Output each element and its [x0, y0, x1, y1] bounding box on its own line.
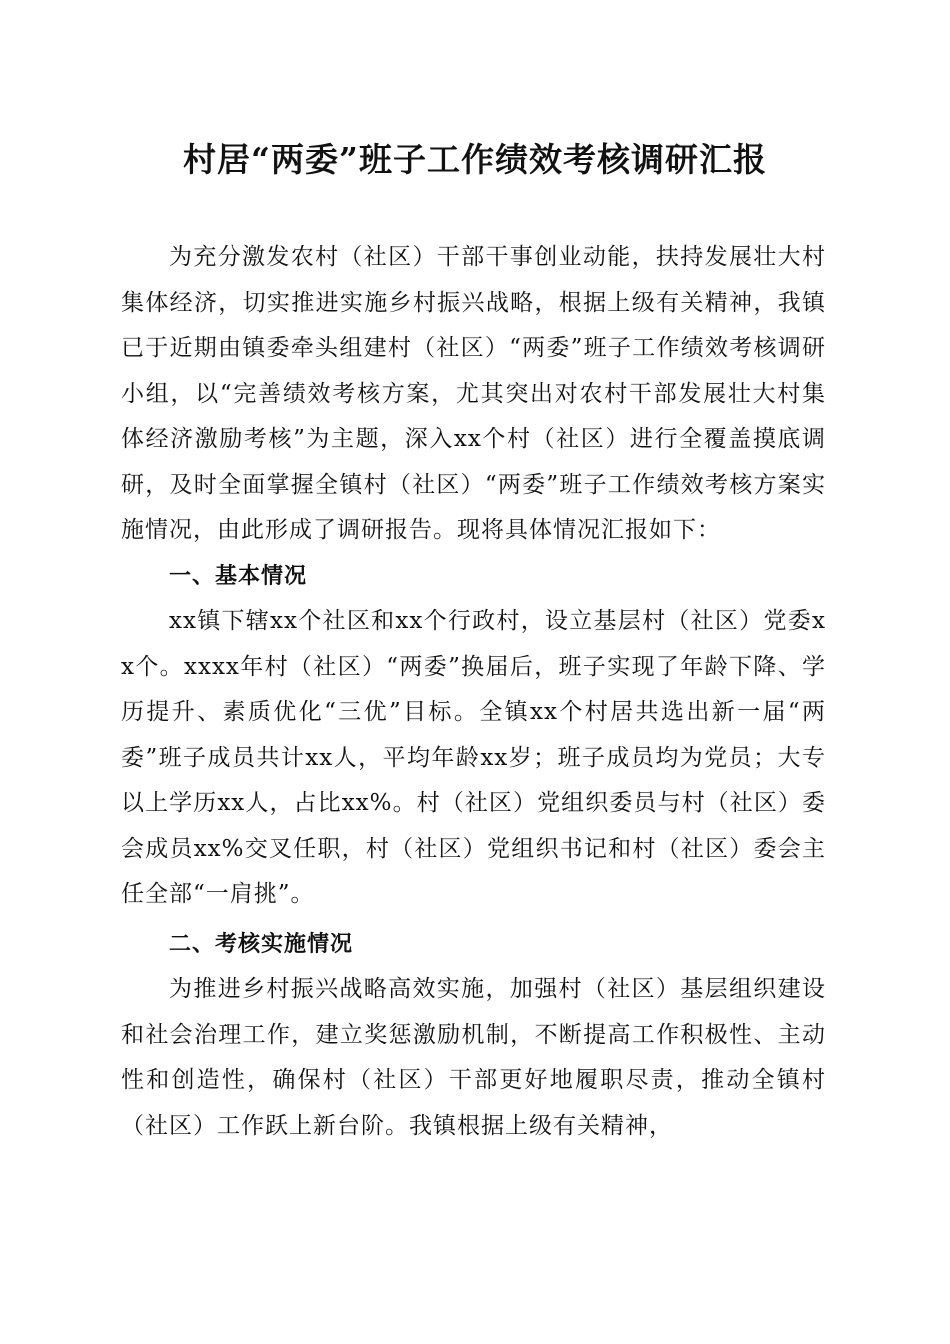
- section-paragraph-basic-situation: xx镇下辖xx个社区和xx个行政村，设立基层村（社区）党委xx个。xxxx年村（社区）“两委”换届后，班子实现了年龄下降、学历提升、素质优化“三优”目标。全镇xx个村居共选出新一届“两委”班子成员共计xx人，平均年龄xx岁；班子成员均为党员；大专以上学历xx人，占比xx%。村（社区）党组织委员与村（社区）委会成员xx%交叉任职，村（社区）党组织书记和村（社区）委会主任全部“一肩挑”。: [121, 608, 826, 907]
- section-heading-basic-situation: 一、基本情况: [169, 563, 308, 589]
- document-body: [121, 235, 826, 1149]
- section-paragraph-assessment-implementation: 为推进乡村振兴战略高效实施，加强村（社区）基层组织建设和社会治理工作，建立奖惩激励机制，不断提高工作积极性、主动性和创造性，确保村（社区）干部更好地履职尽责，推动全镇村（社区）工作跃上新台阶。我镇根据上级有关精神，: [121, 976, 826, 1139]
- intro-paragraph: 为充分激发农村（社区）干部干事创业动能，扶持发展壮大村集体经济，切实推进实施乡村振兴战略，根据上级有关精神，我镇已于近期由镇委牵头组建村（社区）“两委”班子工作绩效考核调研小组，以“完善绩效考核方案，尤其突出对农村干部发展壮大村集体经济激励考核”为主题，深入xx个村（社区）进行全覆盖摸底调研，及时全面掌握全镇村（社区）“两委”班子工作绩效考核方案实施情况，由此形成了调研报告。现将具体情况汇报如下：: [121, 244, 826, 543]
- section-heading-assessment-implementation: 二、考核实施情况: [169, 931, 354, 957]
- document-title: 村居“两委”班子工作绩效考核调研汇报: [183, 140, 767, 179]
